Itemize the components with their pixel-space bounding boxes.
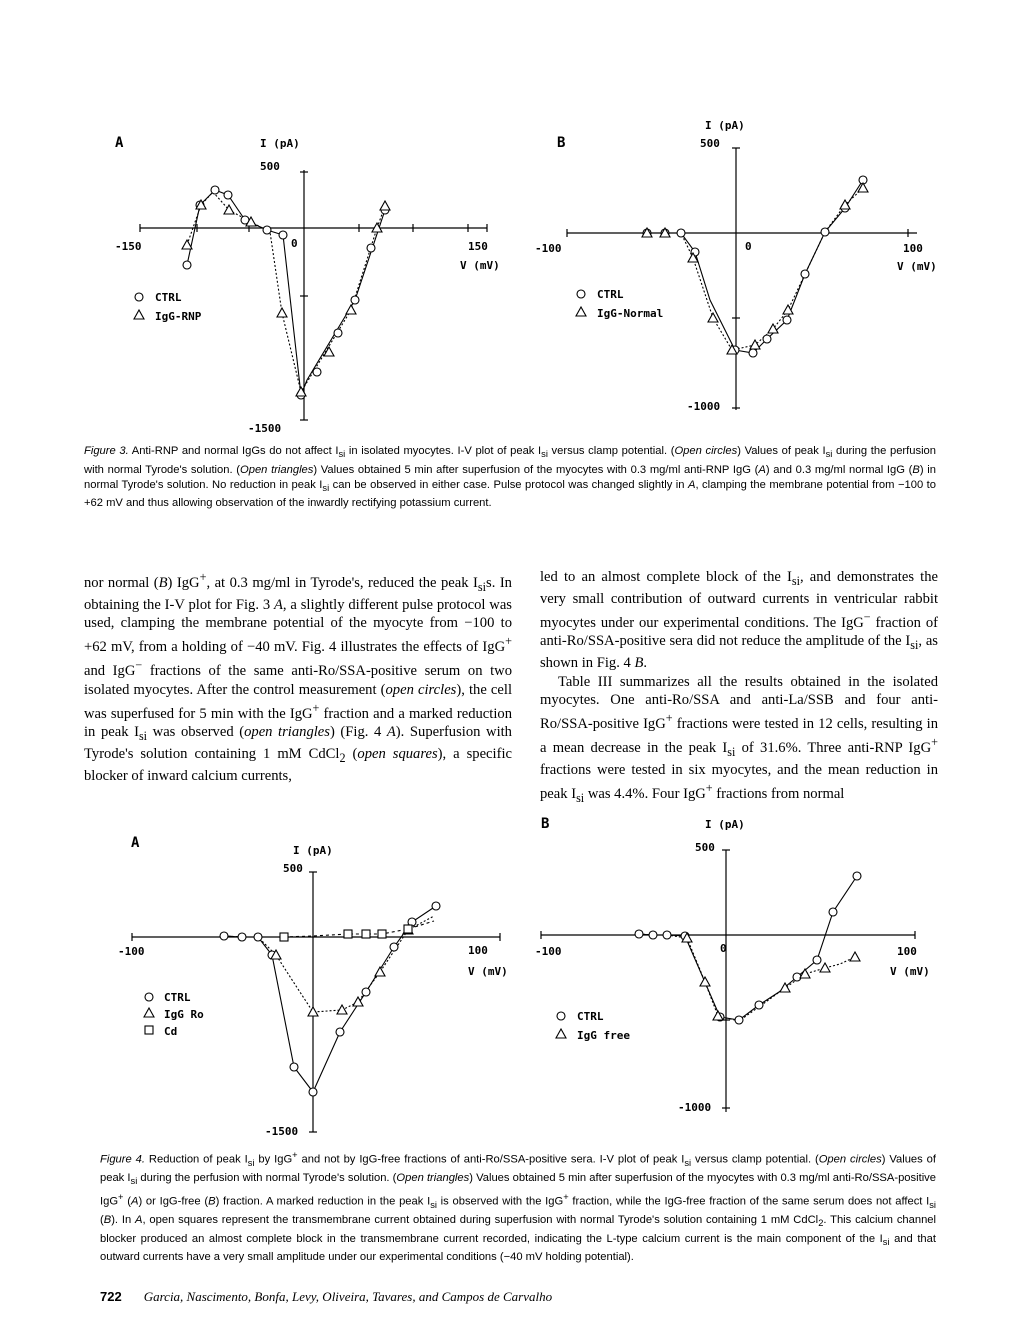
- legend-igg-rnp: IgG-RNP: [155, 310, 202, 323]
- y-tick-neg: -1000: [687, 400, 721, 413]
- x-axis-label: V (mV): [897, 260, 937, 273]
- x-tick-zero: 0: [291, 237, 298, 250]
- y-axis-label: I (pA): [705, 818, 745, 831]
- body-paragraph: led to an almost complete block of the $I_{si}$, and demonstrates the very small contribution of outward currents in ventricular rabbit myocytes under our experimental conditions. The IgG− fraction of anti-Ro/SSA-positive sera did not reduce the amplitude of the $I_{si}$, as shown in Fig. 4 B.: [540, 569, 939, 672]
- cd-markers: [280, 925, 412, 941]
- ctrl-curve: [187, 190, 385, 395]
- figure4-panel-b-plot: [535, 812, 955, 1122]
- body-column-left: [84, 568, 512, 785]
- panel-label: B: [541, 816, 550, 832]
- legend-triangle-icon: [576, 307, 586, 316]
- x-tick-neg: -150: [115, 240, 142, 253]
- igg-ro-markers: [271, 925, 413, 1016]
- legend-ctrl: CTRL: [164, 991, 191, 1004]
- x-tick-neg: -100: [535, 242, 562, 255]
- y-tick-500: 500: [700, 137, 720, 150]
- page-footer: [100, 1289, 552, 1305]
- page-number: 722: [100, 1289, 122, 1304]
- x-tick-pos: 150: [468, 240, 488, 253]
- legend-igg-normal: IgG-Normal: [597, 307, 664, 320]
- panel-label: A: [115, 135, 124, 151]
- legend-cd: Cd: [164, 1025, 178, 1038]
- caption-title: Figure 4.: [100, 1153, 145, 1166]
- x-tick-neg: -100: [535, 945, 562, 958]
- igg-free-curve: [639, 934, 855, 1021]
- axis-ticks: [541, 850, 915, 1108]
- y-axis-label: I (pA): [293, 844, 333, 857]
- caption-title: Figure 3.: [84, 445, 129, 457]
- body-column-right: [540, 568, 938, 807]
- legend-ctrl: CTRL: [155, 291, 182, 304]
- ctrl-curve: [639, 876, 857, 1020]
- axis-ticks: [567, 148, 908, 408]
- legend-square-icon: [145, 1026, 153, 1034]
- figure3-panel-b-plot: [535, 110, 955, 420]
- igg-rnp-curve: [187, 192, 385, 392]
- x-axis-label: V (mV): [460, 259, 500, 272]
- igg-free-markers: [682, 933, 860, 1020]
- y-tick-500: 500: [260, 160, 280, 173]
- body-paragraph: nor normal (B) IgG+, at 0.3 mg/ml in Tyrode's, reduced the peak $I_{si}s$. In obtaining the I-V plot for Fig. 3 A, a slightly different pulse protocol was used, clamping the membrane potential of the myocyte from −100 to +62 mV, from a holding of −40 mV. Fig. 4 illustrates the effects of IgG+ and IgG− fractions of the same anti-Ro/SSA-positive serum on two isolated myocytes. After the control measurement (open circles), the cell was superfused for 5 min with the IgG+ fraction and a marked reduction in peak $I_{si}$ was observed (open triangles) (Fig. 4 A). Superfusion with Tyrode's solution containing 1 mM CdCl$_2$ (open squares), a specific blocker of inward calcium currents,: [84, 570, 512, 784]
- legend-igg-ro: IgG Ro: [164, 1008, 204, 1021]
- y-tick-neg: -1500: [265, 1125, 299, 1138]
- ctrl-markers: [635, 872, 861, 1024]
- legend-ctrl: CTRL: [577, 1010, 604, 1023]
- panel-label: B: [557, 135, 566, 151]
- legend-circle-icon: [135, 293, 143, 301]
- y-tick-neg: -1500: [248, 422, 282, 435]
- y-tick-500: 500: [283, 862, 303, 875]
- legend-circle-icon: [145, 993, 153, 1001]
- y-axis-label: I (pA): [260, 137, 300, 150]
- figure4-panel-a-plot: [118, 832, 528, 1144]
- ctrl-curve: [647, 180, 863, 353]
- legend-triangle-icon: [144, 1008, 154, 1017]
- legend-igg-free: IgG free: [577, 1029, 630, 1042]
- x-tick-zero: 0: [720, 942, 727, 955]
- y-axis-label: I (pA): [705, 119, 745, 132]
- figure4-caption: Figure 4. Reduction of peak $I_{si}$ by IgG+ and not by IgG-free fractions of anti-Ro/SSA-positive sera. I-V plot of peak $I_{si}$ versus clamp potential. (Open circles) Values of peak $I_{si}$ during the perfusion with normal Tyrode's solution. (Open triangles) Values obtained 5 min after superfusion of the myocytes with 0.3 mg/ml anti-Ro/SSA-positive IgG+ (A) or IgG-free (B) fraction. A marked reduction in the peak $I_{si}$ is observed with the IgG+ fraction, while the IgG-free fraction of the same serum does not affect $I_{si}$ (B). In A, open squares represent the transmembrane current obtained during superfusion with normal Tyrode's solution containing 1 mM CdCl$_2$. This calcium channel blocker produced an almost complete block in the transmembrane current recorded, indicating the L-type calcium current is the main component of the $I_{si}$ and that outward currents have a very small amplitude under our experimental conditions (−40 mV holding potential).: [100, 1150, 937, 1264]
- panel-label: A: [131, 835, 140, 851]
- running-authors: Garcia, Nascimento, Bonfa, Levy, Oliveira, Tavares, and Campos de Carvalho: [143, 1289, 553, 1304]
- ctrl-markers: [643, 176, 867, 357]
- x-tick-pos: 100: [897, 945, 917, 958]
- axis-ticks: [140, 172, 487, 420]
- igg-normal-markers: [642, 183, 868, 354]
- y-tick-neg: -1000: [678, 1101, 712, 1114]
- y-tick-500: 500: [695, 841, 715, 854]
- x-tick-neg: -100: [118, 945, 145, 958]
- x-axis-label: V (mV): [890, 965, 930, 978]
- legend-circle-icon: [557, 1012, 565, 1020]
- ctrl-markers: [183, 186, 389, 399]
- figure3-panel-a-plot: [115, 110, 525, 440]
- x-tick-zero: 0: [745, 240, 752, 253]
- legend-circle-icon: [577, 290, 585, 298]
- x-tick-pos: 100: [468, 944, 488, 957]
- legend-ctrl: CTRL: [597, 288, 624, 301]
- igg-normal-curve: [647, 188, 863, 350]
- x-tick-pos: 100: [903, 242, 923, 255]
- figure3-caption: Figure 3. Anti-RNP and normal IgGs do not affect $I_{si}$ in isolated myocytes. I-V plot of peak $I_{si}$ versus clamp potential. (Open circles) Values of peak $I_{si}$ during the perfusion with normal Tyrode's solution. (Open triangles) Values obtained 5 min after superfusion of the myocytes with 0.3 mg/ml anti-RNP IgG (A) and 0.3 mg/ml normal IgG (B) in normal Tyrode's solution. No reduction in peak $I_{si}$ can be observed in either case. Pulse protocol was changed slightly in A, clamping the membrane potential from −100 to +62 mV and thus allowing observation of the inwardly rectifying potassium current.: [84, 445, 936, 510]
- igg-ro-curve: [224, 916, 434, 1012]
- body-paragraph: Table III summarizes all the results obtained in the isolated myocytes. One anti-Ro/SSA and anti-La/SSB and four anti-Ro/SSA-positive IgG+ fractions were tested in 12 cells, resulting in a mean decrease in the peak $I_{si}$ of 31.6%. Three anti-RNP IgG+ fractions were tested in six myocytes, and the mean reduction in peak $I_{si}$ was 4.4%. Four IgG+ fractions from normal: [540, 673, 938, 806]
- x-axis-label: V (mV): [468, 965, 508, 978]
- legend-triangle-icon: [556, 1029, 566, 1038]
- legend-triangle-icon: [134, 310, 144, 319]
